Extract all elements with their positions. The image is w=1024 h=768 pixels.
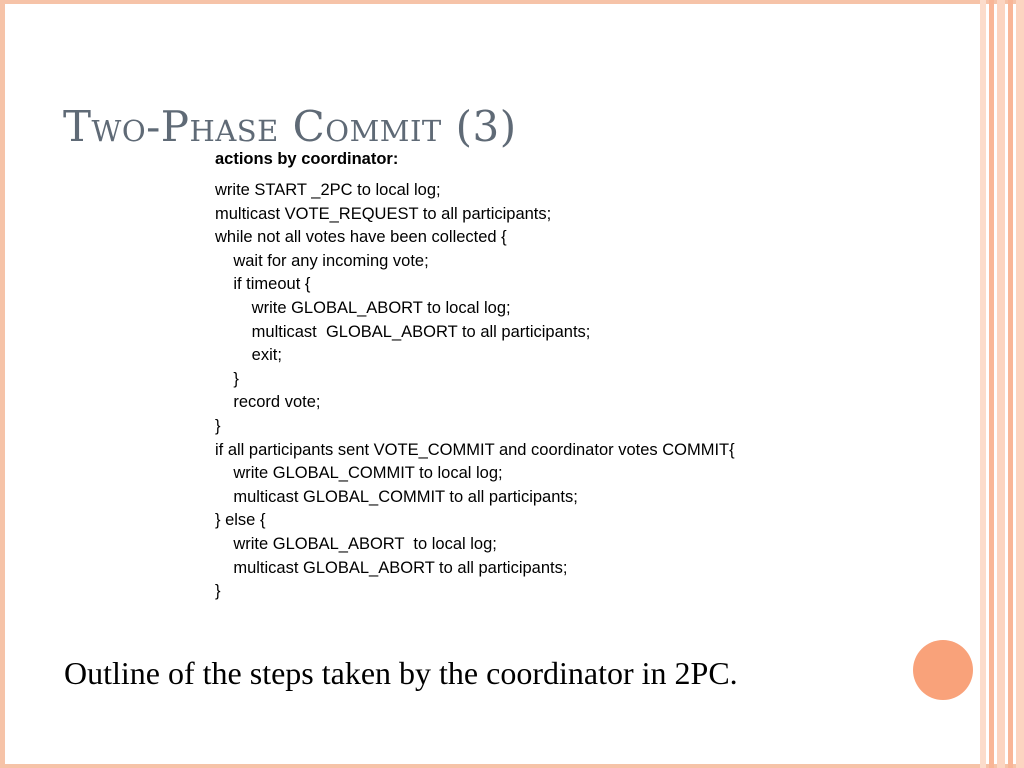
code-line: } <box>215 369 239 388</box>
code-line: } <box>215 416 221 435</box>
code-line: if all participants sent VOTE_COMMIT and coordinator votes COMMIT{ <box>215 440 735 459</box>
code-line: write START _2PC to local log; <box>215 181 441 199</box>
stripe <box>1008 0 1013 768</box>
top-border <box>0 0 1024 4</box>
stripe <box>1016 0 1024 768</box>
code-line: multicast VOTE_REQUEST to all participants; <box>215 204 552 223</box>
slide-title: Two-Phase Commit (3) <box>63 102 517 151</box>
left-border <box>0 0 5 768</box>
code-line: write GLOBAL_ABORT to local log; <box>215 534 497 553</box>
code-line: record vote; <box>215 393 321 412</box>
slide-caption: Outline of the steps taken by the coordinator in 2PC. <box>64 655 738 691</box>
code-line: exit; <box>215 346 282 365</box>
code-heading: actions by coordinator: <box>215 150 399 168</box>
bottom-border <box>0 764 1024 768</box>
code-line: write GLOBAL_COMMIT to local log; <box>215 464 503 483</box>
code-line: } <box>215 582 221 601</box>
stripe <box>980 0 986 768</box>
code-line: wait for any incoming vote; <box>215 251 429 270</box>
stripe <box>997 0 1005 768</box>
code-line: multicast GLOBAL_COMMIT to all participants; <box>215 487 578 506</box>
stripe <box>989 0 994 768</box>
code-line: multicast GLOBAL_ABORT to all participants; <box>215 558 568 577</box>
code-line: multicast GLOBAL_ABORT to all participants; <box>215 322 591 341</box>
code-line: } else { <box>215 511 266 530</box>
decorative-stripes <box>980 0 1024 768</box>
code-line: while not all votes have been collected { <box>215 228 507 247</box>
code-line: if timeout { <box>215 275 311 294</box>
pseudocode-block <box>215 148 735 604</box>
code-lines <box>215 179 735 604</box>
code-line: write GLOBAL_ABORT to local log; <box>215 298 511 317</box>
